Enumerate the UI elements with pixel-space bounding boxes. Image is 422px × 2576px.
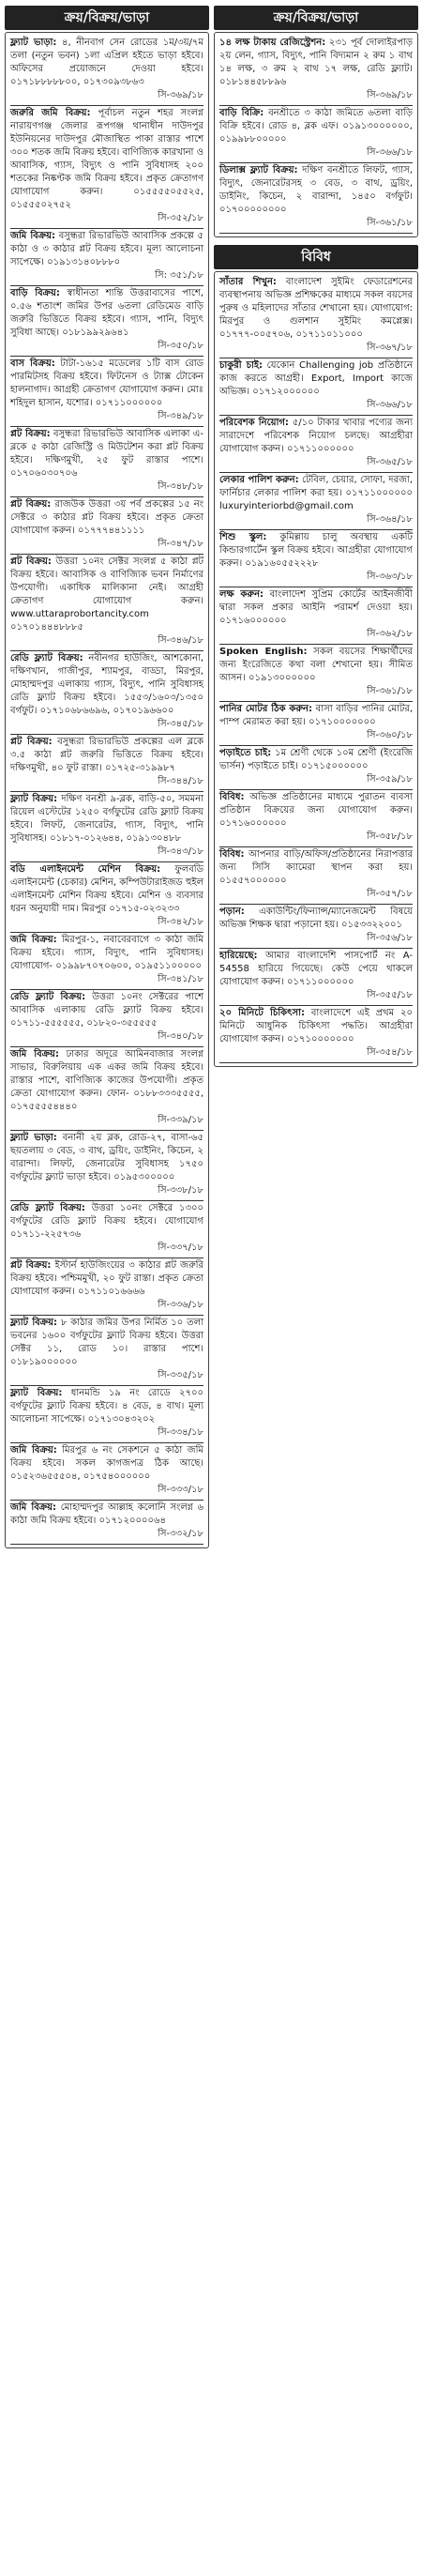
- ad-reference: সি-৩৬৩/১৮: [367, 572, 413, 582]
- classified-ad: [10, 1258, 203, 1316]
- classified-ad: [219, 949, 413, 1006]
- ad-heading: বডি এলাইনমেন্ট মেশিন বিক্রয়:: [10, 864, 161, 875]
- ad-heading: প্লট বিক্রয়:: [10, 499, 52, 510]
- ad-reference: সি-৩৪১/১৮: [158, 974, 203, 984]
- ad-text: বনশ্রীতে ৩ কাঠা জমিতে ৬তলা বাড়ি বিক্রি হইবে। রোড ৪, ব্লক এফ। ০১৯১৩০০০০০০, ০১৯৯৮৮০০০০০: [219, 108, 413, 145]
- ad-reference: সি-৩৬৪/১৮: [367, 514, 413, 525]
- ad-heading: পরিবেশক নিয়োগ:: [219, 418, 289, 428]
- ad-heading: জরুরি জমি বিক্রয়:: [10, 108, 91, 118]
- ad-reference: সি-৩৫০/১৮: [158, 341, 203, 351]
- ad-reference: সি-৩৬২/১৮: [367, 629, 413, 639]
- ad-text: উত্তরা ১০নং সেক্টরের পাশে আবাসিক এলাকায় রেডি ফ্ল্যাট বিক্রয় হইবে। ০১৭১১-৫৫৫৫৫৫, ০১৮২০-৩৫৫৫৫৫: [10, 992, 203, 1029]
- ad-heading: ফ্ল্যাট বিক্রয়:: [10, 1318, 57, 1328]
- ad-reference: সি-৩৫৯/১৮: [367, 774, 413, 785]
- ad-reference: সি-৩৩৬/১৮: [158, 1300, 203, 1310]
- classified-ad: [219, 530, 413, 587]
- ad-text: মিরপুর ৬ নং সেকশনে ৫ কাঠা জমি বিক্রয় হইবে। সকল কাগজপত্র ঠিক আছে। ০১৫২৩৬৫৫৫০৪, ০১৭৫৪০০০০০০: [10, 1445, 203, 1482]
- classified-ad: [10, 106, 203, 229]
- ad-heading: জমি বিক্রয়:: [10, 1049, 59, 1059]
- ad-heading: রেডি ফ্ল্যাট বিক্রয়:: [10, 992, 86, 1002]
- ad-heading: প্লট বিক্রয়:: [10, 556, 52, 567]
- classified-ad: [10, 1386, 203, 1443]
- ad-text: কুমিল্লায় চালু অবস্থায় একটি কিন্ডারগার্টেন স্কুল বিক্রয় হইবে। আগ্রহীরা যোগাযোগ করুন। ০১৯১৬০৫৫২২২৮: [219, 532, 413, 569]
- ad-heading: ১৪ লক্ষ টাকায় রেজিস্ট্রেশন:: [219, 38, 326, 48]
- ad-heading: রেডি ফ্ল্যাট বিক্রয়:: [10, 1203, 85, 1213]
- ad-heading: বাস বিক্রয়:: [10, 358, 55, 369]
- ad-heading: হারিয়েছে:: [219, 951, 258, 961]
- ad-text: রাজউক উত্তরা ৩য় পর্ব প্রকল্পের ১৫ নং সেক্টরে ৩ কাঠার প্লট বিক্রয় হইবে। প্রকৃত ক্রেতা যোগাযোগ করুন। ০১৭৭৭৪৪১১১১: [10, 499, 204, 536]
- ad-heading: জমি বিক্রয়:: [10, 1445, 57, 1456]
- ad-reference: সি-৩৫৫/১৮: [367, 990, 413, 1000]
- ad-heading: সাঁতার শিখুন:: [219, 277, 277, 287]
- ad-reference: সি-৩৫৬/১৮: [367, 933, 413, 943]
- ad-text: পূর্বাচল নতুন শহর সংলগ্ন নারায়ণগঞ্জ জেলার রূপগঞ্জ থানাধীন দাউদপুর ইউনিয়নের দাউদপুর মৌজাস্থিত পাকা রাস্তার পাশে ৩০০ শতক জমি বিক্রয় হইবে। বাণিজ্যিক কারখানা ও আবাসিক, গ্যাস, বিদ্যুৎ ও পানি সুবিধাসহ ২০০ শতকের নিষ্কণ্টক জমি বিক্রয় হইবে। প্রকৃত ক্রেতাগণ যোগাযোগ করুন। ০১৫৫৫৫০৫৫২৫, ০১৫৫৫০২৭৫২: [10, 108, 204, 210]
- ad-text: বাংলাদেশ সুইমিং ফেডারেশনের ব্যবস্থাপনায় অভিজ্ঞ প্রশিক্ষকের মাধ্যমে সকল বয়সের পুরুষ ও মহিলাদের সাঁতার শেখানো হয়। যোগাযোগ: মিরপুর ও গুলশান সুইমিং কমপ্লেক্স। ০১৭৭৭-০০৫৭০৬, ০১৭১১০১১০০০: [219, 277, 413, 340]
- right-ads-box: [214, 32, 418, 237]
- ad-text: বাসা বাড়ির পানির মোটর, পাম্প মেরামত করা হয়। ০১৭১০০০০০০০: [219, 704, 413, 727]
- ad-text: দক্ষিণ বনশ্রীতে লিফট, গ্যাস, বিদ্যুৎ, জেনারেটরসহ ৩ বেড, ৩ বাথ, ড্রয়িং, ডাইনিং, কিচেন, ২ বারান্দা, ১৪৫০ বর্গফুট। ০১৭০০০০০০০০: [219, 165, 413, 215]
- ad-reference: সি-৩৪৫/১৮: [158, 719, 203, 729]
- ad-heading: বাড়ি বিক্রয়:: [10, 288, 60, 298]
- ad-text: ফুলবডি এলাইনমেন্ট (চেকার) মেশিন, কম্পিউটারাইজড হুইল এলাইনমেন্ট মেশিন বিক্রয় হইবে। মেশিন ও ব্যবসার ধরন অনুযায়ী দাম। মিরপুর ০১৭১৫-০২৩২৩৩: [10, 864, 203, 914]
- ad-heading: লেকার পালিশ করুন:: [219, 475, 299, 485]
- ad-reference: সি-৩৫৪/১৮: [367, 1047, 413, 1058]
- classified-ad: [10, 427, 203, 497]
- ad-heading: রেডি ফ্ল্যাট বিক্রয়:: [10, 653, 83, 663]
- ad-heading: প্লট বিক্রয়:: [10, 737, 53, 747]
- classified-ad: [10, 735, 203, 792]
- ad-text: মোহাম্মদপুর আল্লাহ কলোনি সংলগ্ন ৬ কাঠা জমি বিক্রয় হইবে। ০১৭১২০০০০৬৪: [10, 1502, 203, 1526]
- classified-ad: [219, 587, 413, 645]
- ad-text: টেবিল, চেয়ার, সোফা, দরজা, ফার্নিচার লেকার পালিশ করা হয়। ০১৭১১০০০০০০ luxuryinteriorbd@gmail.com: [219, 475, 414, 511]
- ad-text: বাংলাদেশে এই প্রথম ২০ মিনিটে আধুনিক চিকিৎসা পদ্ধতি। আগ্রহীরা যোগাযোগ করুন। ০১৭১০০০০০০০: [219, 1008, 414, 1044]
- ad-heading: Spoken English:: [219, 647, 308, 657]
- ad-reference: সি-৩৬৬/১৮: [367, 400, 413, 410]
- ad-reference: সি-৩৪৮/১৮: [158, 481, 203, 492]
- ad-text: বনানী ২য় ব্লক, রোড-২৭, বাসা-৬৫ ছয়তলায় ৩ বেড, ৩ বাথ, ড্রয়িং, ডাইনিং, কিচেন, ২ বারান্দা। লিফট, জেনারেটর সুবিধাসহ ১৭৫০ বর্গফুটের ফ্ল্যাট ভাড়া হইবে। ০১৯৫৩০০০০০: [10, 1133, 203, 1182]
- ad-reference: সি-৩৬৭/১৮: [367, 343, 413, 353]
- ad-reference: সি-৩৪০/১৮: [158, 1031, 203, 1042]
- ad-heading: জমি বিক্রয়:: [10, 1502, 57, 1513]
- classified-ad: [219, 163, 413, 234]
- ad-text: একাউন্টিং/ফিন্যান্স/ম্যানেজমেন্ট বিষয়ে অভিজ্ঞ শিক্ষক দ্বারা পড়ানো হয়। ০১৫৩৩২২০০১: [219, 907, 413, 930]
- ad-reference: সি-৩৬১/১৮: [367, 686, 413, 696]
- classified-ad: [219, 1006, 413, 1063]
- classified-ad: [10, 497, 203, 555]
- classified-ad: [219, 416, 413, 473]
- right-column: [214, 6, 418, 2570]
- ad-heading: পড়ান:: [219, 907, 245, 917]
- ad-reference: সি-৩৫৭/১৮: [367, 889, 413, 899]
- ad-heading: ২০ মিনিটে চিকিৎসা:: [219, 1008, 305, 1018]
- ad-text: বসুন্ধরা রিভারভিউ প্রকল্পের এল ব্লকে ৩.৫ কাঠা প্লট জরুরি ভিত্তিতে বিক্রয় হইবে। দক্ষিণমুখী, ৪০ ফুট রাস্তা। ০১৭২৫-৩১৯৯৮৭: [10, 737, 203, 773]
- classified-ad: [219, 275, 413, 358]
- ad-heading: পানির মোটর ঠিক করুন:: [219, 704, 313, 714]
- buy-sell-rent-header: ক্রয়/বিক্রয়/ভাড়া: [5, 6, 209, 30]
- ad-heading: প্লট বিক্রয়:: [10, 1260, 52, 1271]
- classified-ad: [219, 790, 413, 847]
- ad-reference: সি-৩৩৮/১৮: [158, 1185, 203, 1196]
- ad-reference: সি-৩৫৮/১৮: [367, 831, 413, 842]
- left-ads-box: [5, 32, 209, 1548]
- ad-reference: সি-৩৫২/১৮: [158, 213, 203, 223]
- ad-reference: সি-৩৪৭/১৮: [158, 539, 203, 549]
- ad-heading: বিবিধ:: [219, 792, 245, 802]
- ad-heading: ডিলাক্স ফ্ল্যাট বিক্রয়:: [219, 165, 298, 175]
- ad-heading: বাড়ি বিক্রি:: [219, 108, 264, 118]
- ad-reference: সি-৩৪৬/১৮: [158, 635, 203, 646]
- classified-ad: [10, 1201, 203, 1258]
- ad-text: ২৩১ পূর্ব দোলাইরপাড় ২য় লেন, গ্যাস, বিদ্যুৎ, পানি বিদ্যমান ২ রুম ১ বাথ ১৪ লক্ষ, ৩ রুম ২ বাথ ১৭ লক্ষ, রেডি ফ্ল্যাট। ০১৮১৪৪৫৮৮৯৬: [219, 38, 413, 87]
- ad-reference: সি-৩৩২/১৮: [158, 1529, 203, 1539]
- ad-text: মিরপুর-১, নবাবেরবাগে ৩ কাঠা জমি বিক্রয় হইবে। গ্যাস, বিদ্যুৎ, পানি সুবিধাসহ। যোগাযোগ- ০১৯৯৮৭০৭০৬০০, ০১৯৫১১০০০০০: [10, 935, 203, 971]
- classified-ad: [10, 1047, 203, 1131]
- ad-text: ১ম শ্রেণী থেকে ১০ম শ্রেণী (ইংরেজি ভার্সন) পড়াইতে চাই। ০১৭১৫০০০০০০: [219, 748, 413, 771]
- classified-ad: [219, 702, 413, 746]
- ad-reference: সি-৩৪৯/১৮: [158, 411, 203, 421]
- ad-text: আমার বাংলাদেশি পাসপোর্ট নং A-54558 হারিয়ে গিয়েছে। কেউ পেয়ে থাকলে যোগাযোগ করুন। ০১৭১১০০০০০০: [219, 951, 413, 987]
- classified-ad: [219, 106, 413, 163]
- ad-heading: জমি বিক্রয়:: [10, 231, 56, 241]
- classified-ad: [10, 1131, 203, 1201]
- ad-heading: লক্ষ করুন:: [219, 589, 264, 600]
- ad-reference: সি-৩৪৪/১৮: [158, 776, 203, 786]
- ad-text: বসুন্ধরা রিভারভিউ আবাসিক প্রকল্পে ৫ কাঠা ও ৩ কাঠার প্লট বিক্রয় হইবে। মূল্য আলোচনা সাপেক্ষে। ০১৯১৩১৪০৮৮৮০: [10, 231, 203, 267]
- ad-heading: চাকুরী চাই:: [219, 360, 264, 371]
- ad-text: ইস্টার্ন হাউজিংয়ের ৩ কাঠার প্লট জরুরি বিক্রয় হইবে। পশ্চিমমুখী, ২০ ফুট রাস্তা। প্রকৃত ক্রেতা যোগাযোগ করুন। ০১৭১১০১৬৬৬৬: [10, 1260, 203, 1297]
- classified-ad: [219, 746, 413, 790]
- miscellaneous-header: বিবিধ: [214, 245, 418, 269]
- ad-text: ঢাকার অদূরে আমিনবাজার সংলগ্ন সাভার, বিরুলিয়ায় এক একর জমি বিক্রয় হইবে। রাস্তার পাশে, বাণিজ্যিক কাজের উপযোগী। প্রকৃত ক্রেতা যোগাযোগ করুন। ফোন- ০১৮৮৩৩৩৫৫৫৫, ০১৭৫৫৫৫৪৪৪০: [10, 1049, 203, 1112]
- classified-ad: [219, 358, 413, 416]
- classified-ad: [10, 1443, 203, 1501]
- classified-ad: [10, 36, 203, 106]
- ad-text: সকল বয়সের শিক্ষার্থীদের জন্য ইংরেজিতে কথা বলা শেখানো হয়। সীমিত আসন। ০১৯১৩০০০০০০: [219, 647, 413, 683]
- ad-reference: সি-৩৩৩/১৮: [158, 1485, 203, 1495]
- classified-ad: [219, 36, 413, 106]
- ad-text: উত্তরা ১০নং সেক্টরে ১৩০০ বর্গফুটের রেডি ফ্ল্যাট বিক্রয় হইবে। যোগাযোগ ০১৭১১-২২৫৭৩৬: [10, 1203, 203, 1240]
- ad-heading: প্লট বিক্রয়:: [10, 429, 51, 439]
- ad-text: ৮ কাঠার জমির উপর নির্মিত ১০ তলা ভবনের ১৬০০ বর্গফুটের ফ্ল্যাট বিক্রয় হইবে। উত্তরা সেক্টর ১১, রোড ১০। রাস্তার পাশে। ০১৮১৯০০০০০০: [10, 1318, 203, 1367]
- ad-reference: সি-৩৩৪/১৮: [158, 1427, 203, 1438]
- classified-ad: [10, 286, 203, 357]
- ad-reference: সি-৩৪২/১৮: [158, 917, 203, 927]
- ad-text: ৫/১০ টাকার খাবার পণ্যের জন্য সারাদেশে পরিবেশক নিয়োগ চলছে। আগ্রহীরা যোগাযোগ করুন। ০১৭১১০০০০০০: [219, 418, 413, 454]
- left-column: [5, 6, 209, 2570]
- classified-ad: [219, 905, 413, 949]
- ad-reference: সি-৩৩৫/১৮: [158, 1370, 203, 1380]
- classified-ad: [10, 357, 203, 427]
- ad-reference: সি-৩৩৭/১৮: [158, 1242, 203, 1253]
- ad-text: ৪, নীনবাগ সেন রোডের ১ম/৩য়/৭ম তলা (নতুন ভবন) ১লা এপ্রিল হইতে ভাড়া হইবে। অফিসের প্রয়োজনে দেওয়া হইবে। ০১৭১৮৮৮৮৮০০, ০১৭৩০৯৩৮৬৩: [10, 38, 203, 87]
- ad-text: যেকোন Challenging job প্রতিষ্ঠানে কাজ করতে আগ্রহী। Export, Import কাজে অভিজ্ঞ। ০১৭১২০০০০০০: [219, 360, 413, 397]
- ad-text: বাংলাদেশ সুপ্রিম কোর্টের আইনজীবী দ্বারা সকল প্রকার আইনি পরামর্শ দেওয়া হয়। ০১৭১৬০০০০০০: [219, 589, 413, 626]
- classified-ad: [10, 229, 203, 286]
- classified-ad: [10, 1316, 203, 1386]
- ad-heading: শিশু স্কুল:: [219, 532, 267, 542]
- ad-text: অভিজ্ঞ প্রতিষ্ঠানের মাধ্যমে পুরাতন ব্যবসা প্রতিষ্ঠান বিক্রয়ের জন্য যোগাযোগ করুন। ০১৭১৬০০০০০০: [219, 792, 413, 829]
- ad-text: স্বাধীনতা শান্তি উত্তরাবাসের পাশে, ০.৫৬ শতাংশ জমির উপর ৬তলা রেডিমেড বাড়ি জরুরি ভিত্তিতে বিক্রয় হইবে। গ্যাস, পানি, বিদ্যুৎ সুবিধা আছে। ০১৮১৯৯২৯৬৪১: [10, 288, 203, 338]
- ad-text: বসুন্ধরা রিভারভিউ আবাসিক এলাকা এ-ব্লকে ৫ কাঠা রেজিস্ট্রি ও মিউটেশন করা প্লট বিক্রয় হইবে। দক্ষিণমুখী, ২৫ ফুট রাস্তার পাশে। ০১৭০৬০৩০৭০৬: [10, 429, 204, 479]
- classified-ad: [10, 933, 203, 990]
- ad-text: ধানমন্ডি ১৯ নং রোডে ২৭০০ বর্গফুটের ফ্ল্যাট বিক্রয় হইবে। ৪ বেড, ৪ বাথ। মূল্য আলোচনা সাপেক্ষে। ০১৭১৩০৪৩২০২: [10, 1388, 203, 1425]
- ad-text: আপনার বাড়ি/অফিস/প্রতিষ্ঠানের নিরাপত্তার জন্য সিসি ক্যামেরা স্থাপন করা হয়। ০১৫৫৭০০০০০০: [219, 849, 413, 886]
- ad-text: উত্তরা ১০নং সেক্টর সংলগ্ন ৫ কাঠা প্লট বিক্রয় হইবে। আবাসিক ও বাণিজ্যিক ভবন নির্মাণের উপযোগী। একাধিক মালিকানা নেই। আগ্রহী ক্রেতাগণ যোগাযোগ করুন। www.uttaraprobortancity.com ০১৭০১৪৪৪৮৮৮৫: [10, 556, 204, 633]
- ad-text: নবীনগর হাউজিং, আশকোনা, দক্ষিণখান, গাজীপুর, শ্যামপুর, বাড্ডা, মিরপুর, মোহাম্মদপুর এলাকায় গ্যাস, বিদ্যুৎ, পানি সুবিধাসহ রেডি ফ্ল্যাট বিক্রয় হইবে। ১৫৫৩/১৬০৩/১৩৫০ বর্গফুট। ০১৭১০৬৮৬৬৯৬, ০১৭০১৯৬৬০০: [10, 653, 203, 716]
- classified-ad: [219, 473, 413, 530]
- classified-ad: [10, 1501, 203, 1545]
- classified-ad: [219, 645, 413, 702]
- ad-reference: সি: ৩৫১/১৮: [155, 270, 203, 281]
- classified-ad: [10, 990, 203, 1047]
- ad-reference: সি-৩৬৯/১৮: [158, 90, 203, 100]
- ad-heading: বিবিধ:: [219, 849, 245, 860]
- ad-reference: সি-৩৬৫/১৮: [367, 457, 413, 467]
- ad-heading: ফ্ল্যাট বিক্রয়:: [10, 1388, 63, 1398]
- ad-reference: সি-৩৪৩/১৮: [158, 846, 203, 857]
- ad-heading: ফ্ল্যাট ভাড়া:: [10, 38, 57, 48]
- ad-reference: সি-৩৬৯/১৮: [367, 90, 413, 100]
- ad-heading: ফ্ল্যাট বিক্রয়:: [10, 794, 58, 804]
- ad-text: টাটা-১৬১৫ মডেলের ১টি বাস রোড পারমিটসহ বিক্রয় হইবে। ফিটনেস ও ট্যাক্স টোকেন হালনাগাদ। আগ্রহী ক্রেতাগণ যোগাযোগ করুন। মোঃ শহিদুল হাসান, যশোর। ০১৭১১০০০০০০: [10, 358, 203, 408]
- ad-text: দক্ষিণ বনশ্রী ৯-ব্লক, বাড়ি-৫০, সমমনা রিয়েল এস্টেটের ১২৫০ বর্গফুটের রেডি ফ্ল্যাট বিক্রয় হইবে। লিফট, জেনারেটর, গ্যাস, বিদ্যুৎ, পানি সুবিধাসহ। ০১৮১৭-০১২৬৪৪, ০১৯১৩০৪৮৮: [10, 794, 203, 844]
- buy-sell-rent-header-right: ক্রয়/বিক্রয়/ভাড়া: [214, 6, 418, 30]
- ad-reference: সি-৩৬১/১৮: [367, 218, 413, 228]
- ad-heading: পড়াইতে চাই:: [219, 748, 272, 758]
- classified-ad: [10, 792, 203, 862]
- misc-ads-box: [214, 271, 418, 1067]
- classified-ad: [10, 651, 203, 735]
- ad-reference: সি-৩৬০/১৮: [367, 730, 413, 740]
- classified-ad: [10, 862, 203, 933]
- classified-ad: [10, 555, 203, 651]
- ad-reference: সি-৩৩৯/১৮: [158, 1115, 203, 1125]
- ad-heading: ফ্ল্যাট ভাড়া:: [10, 1133, 57, 1143]
- ad-reference: সি-৩৬৬/১৮: [367, 147, 413, 158]
- classified-ad: [219, 847, 413, 905]
- ad-heading: জমি বিক্রয়:: [10, 935, 57, 945]
